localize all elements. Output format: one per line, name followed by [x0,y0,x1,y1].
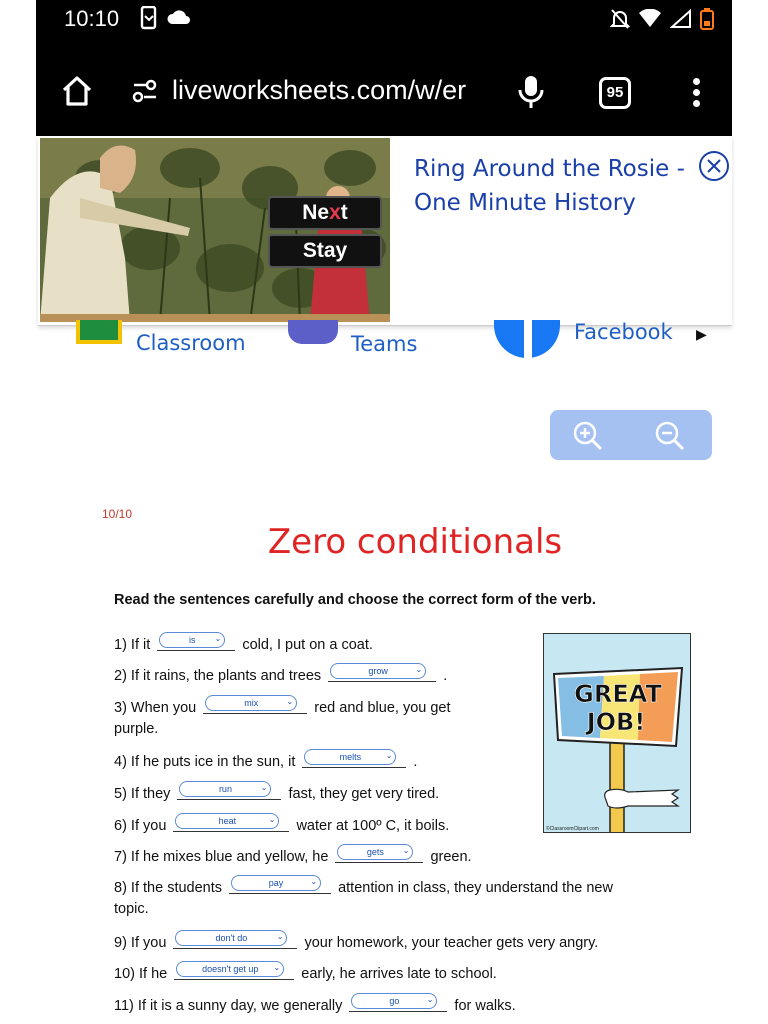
answer-dropdown-7[interactable]: gets ⌄ [337,844,413,860]
question-5: 5) If they run ⌄ fast, they get very tired. [114,783,440,802]
url-bar[interactable] [132,72,477,112]
answer-blank [157,635,235,651]
answer-dropdown-4[interactable]: melts ⌄ [304,749,396,765]
chevron-down-icon: ⌄ [385,751,393,760]
answer-blank [173,816,289,832]
question-9: 9) If you don't do ⌄ your homework, your teacher gets very angry. [114,932,599,951]
worksheet-title: Zero conditionals [267,522,563,562]
status-bar [36,0,732,38]
question-8-continued: topic. [114,901,149,917]
answer-dropdown-6[interactable]: heat ⌄ [175,813,279,829]
question-7: 7) If he mixes blue and yellow, he gets ⌄ green. [114,846,472,865]
answer-blank [335,847,423,863]
question-11: 11) If it is a sunny day, we generally go ⌄ for walks. [114,995,516,1014]
image-copyright: ©ClassroomClipart.com [546,826,599,832]
question-6: 6) If you heat ⌄ water at 100º C, it boils. [114,815,450,834]
chevron-down-icon: ⌄ [415,665,423,674]
more-menu-icon[interactable] [690,78,702,108]
close-icon[interactable] [698,150,730,182]
google-classroom-icon[interactable] [76,320,122,344]
microsoft-teams-icon[interactable] [288,320,338,344]
answer-blank [349,996,447,1012]
question-8: 8) If the students pay ⌄ attention in class, they understand the new [114,877,613,896]
phone-sync-icon [140,6,158,30]
zoom-out-icon[interactable] [654,420,686,452]
share-more-arrow-icon[interactable]: ▶ [696,326,707,342]
chevron-down-icon: ⌄ [273,963,281,972]
chevron-down-icon: ⌄ [286,697,294,706]
site-settings-icon[interactable] [132,78,158,104]
question-4: 4) If he puts ice in the sun, it melts ⌄ . [114,751,418,770]
stay-button[interactable]: Stay [268,234,382,268]
answer-dropdown-9[interactable]: don't do ⌄ [175,930,287,946]
url-text[interactable]: liveworksheets.com/w/er [172,75,467,105]
home-icon[interactable] [60,74,94,108]
cloud-icon [166,6,192,28]
medieval-painting-image [40,138,390,322]
chevron-down-icon: ⌄ [260,783,268,792]
answer-dropdown-8[interactable]: pay ⌄ [231,875,321,891]
bell-off-icon [610,8,630,30]
battery-icon [700,8,714,30]
score-label: 10/10 [102,507,133,521]
answer-blank [203,698,307,714]
wifi-icon [638,9,662,29]
zoom-controls [550,410,712,460]
browser-toolbar [36,38,732,136]
answer-blank [229,878,331,894]
sign-text-line2: JOB! [586,708,646,736]
next-button[interactable]: Next [268,196,382,230]
answer-dropdown-10[interactable]: doesn't get up ⌄ [176,961,284,977]
video-thumbnail[interactable] [40,138,390,322]
worksheet-instructions: Read the sentences carefully and choose the correct form of the verb. [114,592,596,608]
status-left-icons [140,6,192,30]
signal-icon [670,9,692,29]
answer-dropdown-1[interactable]: is ⌄ [159,632,225,648]
chevron-down-icon: ⌄ [310,877,318,886]
answer-blank [177,784,281,800]
share-teams-link[interactable]: Teams [351,332,418,356]
facebook-icon[interactable] [494,320,560,358]
question-2: 2) If it rains, the plants and trees grow ⌄ . [114,665,448,684]
share-facebook-link[interactable]: Facebook [574,320,673,344]
share-classroom-link[interactable]: Classroom [136,331,246,355]
question-1: 1) If it is ⌄ cold, I put on a coat. [114,634,373,653]
zoom-in-icon[interactable] [572,420,604,452]
microphone-icon[interactable] [516,74,546,110]
answer-dropdown-2[interactable]: grow ⌄ [330,663,426,679]
great-job-sign-illustration [544,634,691,833]
chevron-down-icon: ⌄ [268,815,276,824]
video-popup [38,136,732,326]
answer-blank [302,752,406,768]
status-time: 10:10 [64,6,120,31]
answer-blank [174,964,294,980]
question-10: 10) If he doesn't get up ⌄ early, he arrives late to school. [114,963,497,982]
question-3-continued: purple. [114,721,159,737]
share-row [36,320,732,376]
question-3: 3) When you mix ⌄ red and blue, you get [114,697,451,716]
chevron-down-icon: ⌄ [426,995,434,1004]
sign-text-line1: GREAT [574,680,662,708]
answer-blank [328,666,436,682]
video-title[interactable]: Ring Around the Rosie - One Minute History [414,156,685,216]
answer-blank [173,933,297,949]
status-right-icons [610,8,714,30]
answer-dropdown-3[interactable]: mix ⌄ [205,695,297,711]
answer-dropdown-5[interactable]: run ⌄ [179,781,271,797]
chevron-down-icon: ⌄ [214,634,222,643]
great-job-image [543,633,691,833]
answer-dropdown-11[interactable]: go ⌄ [351,993,437,1009]
chevron-down-icon: ⌄ [402,846,410,855]
tab-switcher-button[interactable]: 95 [599,77,631,109]
chevron-down-icon: ⌄ [276,932,284,941]
